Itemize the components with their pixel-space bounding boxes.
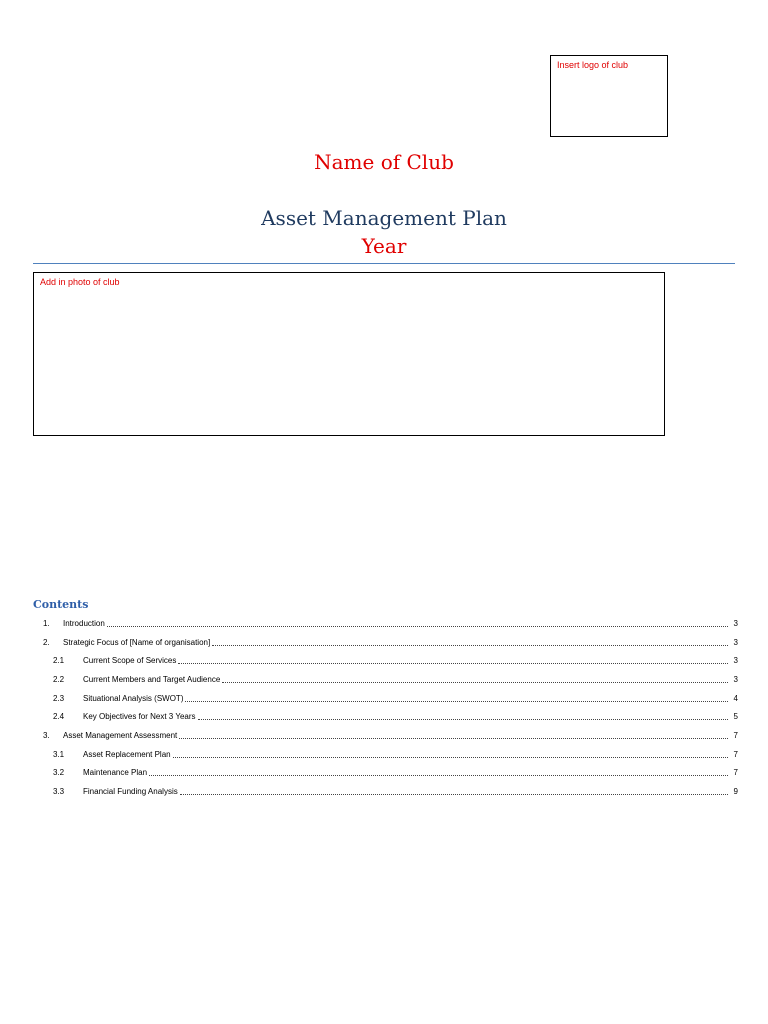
toc-entry-label: Situational Analysis (SWOT): [83, 693, 184, 703]
toc-entry[interactable]: [33, 614, 738, 633]
toc-entry-page: 5: [733, 712, 738, 722]
toc-entry-page: 9: [733, 787, 738, 797]
logo-placeholder-text: Insert logo of club: [557, 60, 629, 70]
toc-entry-page: 7: [733, 749, 738, 759]
toc-entry-label: Asset Replacement Plan: [83, 749, 171, 759]
toc-entry-label: Current Scope of Services: [83, 656, 177, 666]
toc-leader-dots: [179, 738, 728, 739]
toc-entry-label: Asset Management Assessment: [63, 730, 178, 740]
toc-heading: Contents: [33, 598, 89, 611]
club-name: Name of Club: [314, 150, 454, 174]
toc-entry-label: Key Objectives for Next 3 Years: [83, 712, 196, 722]
toc-entry[interactable]: [33, 745, 738, 764]
toc-entry-number: 3.1: [53, 749, 65, 759]
toc-entry-label: Current Members and Target Audience: [83, 674, 221, 684]
toc-entry[interactable]: [33, 633, 738, 652]
document-year: Year: [361, 234, 407, 258]
toc-entry-page: 3: [733, 618, 738, 628]
toc-entry-page: 7: [733, 730, 738, 740]
document-title: Asset Management Plan: [261, 206, 507, 230]
toc-leader-dots: [198, 719, 729, 720]
toc-entry[interactable]: [33, 726, 738, 745]
toc-entry-label: Strategic Focus of [Name of organisation]: [63, 637, 211, 647]
toc-entry[interactable]: [33, 651, 738, 670]
toc-entry[interactable]: [33, 689, 738, 708]
toc-entry-number: 2.1: [53, 656, 65, 666]
photo-placeholder-text: Add in photo of club: [40, 277, 120, 287]
logo-placeholder-box: [550, 55, 668, 137]
toc-leader-dots: [149, 775, 728, 776]
toc-entry-label: Introduction: [63, 618, 105, 628]
toc-entry[interactable]: [33, 670, 738, 689]
title-divider: [33, 263, 735, 264]
toc-leader-dots: [178, 663, 728, 664]
photo-placeholder-box: [33, 272, 665, 436]
toc-leader-dots: [185, 701, 728, 702]
toc-entry[interactable]: [33, 764, 738, 783]
toc-entry-page: 7: [733, 768, 738, 778]
toc-leader-dots: [107, 626, 728, 627]
toc-leader-dots: [212, 645, 728, 646]
toc-entry-number: 2.3: [53, 693, 65, 703]
toc-entry-page: 3: [733, 637, 738, 647]
toc-entry-number: 2.4: [53, 712, 65, 722]
toc-entry-page: 4: [733, 693, 738, 703]
toc-entry-label: Maintenance Plan: [83, 768, 148, 778]
toc-entry-page: 3: [733, 674, 738, 684]
toc-entry[interactable]: [33, 707, 738, 726]
toc-leader-dots: [173, 757, 728, 758]
toc-entry-label: Financial Funding Analysis: [83, 787, 178, 797]
toc-leader-dots: [222, 682, 728, 683]
toc-entry-page: 3: [733, 656, 738, 666]
toc-leader-dots: [180, 794, 728, 795]
toc-entry-number: 2.2: [53, 674, 65, 684]
table-of-contents: [33, 614, 738, 801]
toc-entry-number: 1.: [43, 618, 50, 628]
toc-entry-number: 3.: [43, 730, 50, 740]
toc-entry-number: 3.2: [53, 768, 65, 778]
toc-entry[interactable]: [33, 782, 738, 801]
toc-entry-number: 3.3: [53, 787, 65, 797]
toc-entry-number: 2.: [43, 637, 50, 647]
